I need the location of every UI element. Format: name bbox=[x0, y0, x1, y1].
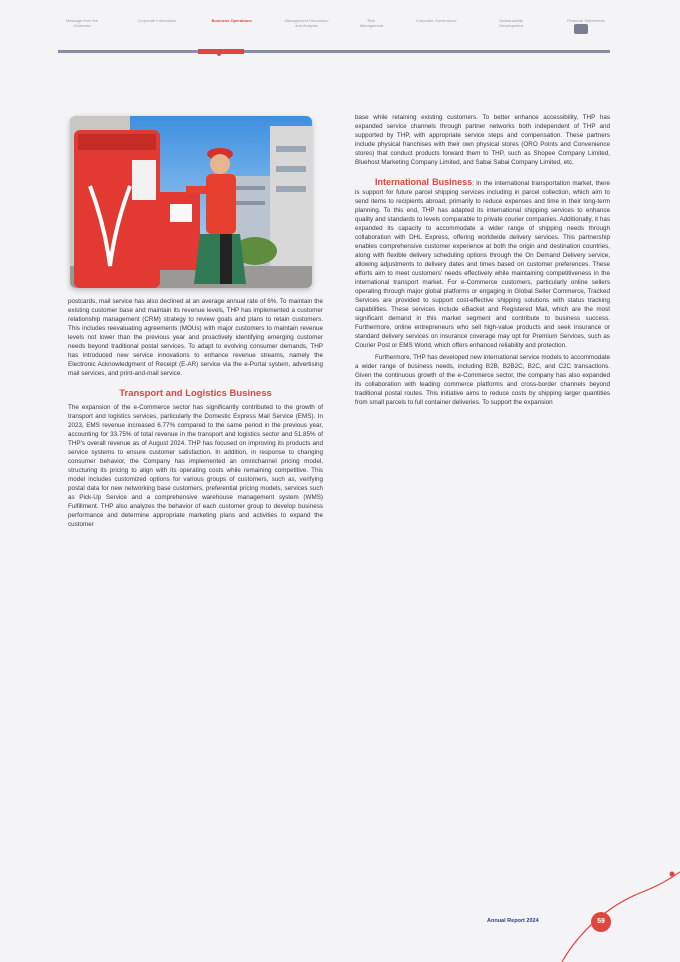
right-intro-paragraph: base while retaining existing customers. To better enhance accessibility, THP has expanded service channels through partner networks both independent of THP and supported by THP, with appropriate service steps and compensation. These partners include physical franchises with their own physical stores (ORO Points and Convenience stores) that conduct products forward them to THP, such as Shopee Company Limited, Bluehost Marketing Company Limited, and Sabai Sabai Company Limited, etc. bbox=[355, 114, 610, 167]
annual-report-label: Annual Report 2024 bbox=[487, 918, 539, 924]
international-paragraph bbox=[355, 178, 610, 350]
right-column bbox=[355, 113, 610, 407]
transport-paragraph: The expansion of the e-Commerce sector has significantly contributed to the growth of transport and logistics services, particularly the Domestic Express Mail Service (EMS). In 2023, EMS revenue increased 6.77% compared to the same period in the previous year, accounting for 33.75% of total revenue in the transport and logistics sector and 51.85% of THP's overall revenue as of August 2024. THP has focused on improving its products and service systems to ensure customer satisfaction. In addition, in response to changing consumer behavior, the Company has implemented an omnichannel pricing model, structuring its pricing to align with its operating costs while remaining competitive. This model includes customized options for various groups of customers, such as, verifying postal data for new networking base customers, preferential pricing models, services such as Pick-Up Service and a comprehensive warehouse management system (WMS) Fulfillment. THP also analyzes the behavior of each customer group to develop business performance and determine appropriate marketing plans and activities to expand the customer bbox=[68, 404, 323, 529]
nav-item-business-operations[interactable]: Business Operations bbox=[211, 18, 252, 23]
nav-active-indicator bbox=[198, 49, 244, 54]
nav-item-chairman[interactable]: Message from the Chairman bbox=[65, 18, 98, 28]
nav-item-financial[interactable]: Financial Statements bbox=[567, 18, 605, 23]
international-paragraph-2: Furthermore, THP has developed new international service models to accommodate a wider range of business needs, including B2B, B2B2C, B2C, and C2C transactions. Given the continuous growth of the e-Commerce sector, the company has also expanded its collaboration with leading commerce platforms and cross-border channels beyond traditional postal routes. This initiative aims to reduce costs by shipping larger quantities from small parcels to full container deliveries. To support the expansion bbox=[355, 354, 610, 407]
left-column bbox=[68, 297, 323, 529]
nav-active-dot bbox=[217, 52, 221, 56]
left-intro-paragraph: postcards, mail service has also declined at an average annual rate of 6%. To maintain the existing customer base and maintain its revenue levels, THP has implemented a customer relationship management (CRM) strategy to review goals and plans to retain customers. This includes reevaluating agreements (MOUs) with major customers to maintain revenue levels not lower than the previous year and proactively identifying emerging customer needs beyond traditional postal services. To adapt to evolving consumer demands, THP has introduced new service innovations to enhance revenue streams, namely the Electronic Acknowledgment of Receipt (E-AR) service via the e-Portal system, advertising mail services, and print-and-mail service. bbox=[68, 298, 323, 378]
nav-item-sustainability[interactable]: Sustainability Development bbox=[499, 18, 523, 28]
nav-item-governance[interactable]: Corporate Governance bbox=[415, 18, 457, 23]
nav-item-risk[interactable]: Risk Management bbox=[359, 18, 384, 28]
page-number-badge: 59 bbox=[591, 912, 611, 932]
nav-divider bbox=[58, 50, 610, 53]
international-heading: International Business bbox=[375, 177, 473, 188]
menu-icon[interactable] bbox=[574, 24, 588, 34]
international-lead: : In the international transportation market, there is support for future parcel shipping services including in parcel collection, which aim to send items to recipients abroad, primarily to reduce expenses and time in their long-term planning. To this end, THP has adapted its international shipping services to enhance quality and standards to levels comparable to private courier companies. Additionally, it has expanded its capacity to accommodate a wider range of shipping needs through collaboration with DHL Express, offering worldwide delivery services. This partnership enables comprehensive customer experience at both the origin and destination countries, along with flexible delivery scheduling options through the On Demand Delivery service, allowing adjustments to delivery dates and times based on customer preferences. These efforts aim to meet customers’ needs effectively while maintaining competitiveness in the international transport market. For e-Commerce customers, particularly online sellers operating through major global platforms or engaging in Global Seller Commerce, Tracked Services are provided to support cost-effective shipping solutions with status tracking capabilities. These services include eBacket and Registered Mail, which are the most significant demand in this market segment and contribute to business success. Furthermore, online entrepreneurs who sell high-value products and seek insurance or standard delivery services on insurance coverage may opt for Premium Services, such as Courier Post or EMS World, which offers enhanced reliability and protection. bbox=[355, 180, 610, 350]
postman-photo bbox=[70, 116, 312, 288]
top-navigation bbox=[58, 18, 610, 54]
nav-item-mdna[interactable]: Management Discussion and Analysis bbox=[284, 18, 329, 28]
transport-heading: Transport and Logistics Business bbox=[119, 388, 272, 400]
nav-item-corporate-info[interactable]: Corporate Information bbox=[137, 18, 177, 23]
